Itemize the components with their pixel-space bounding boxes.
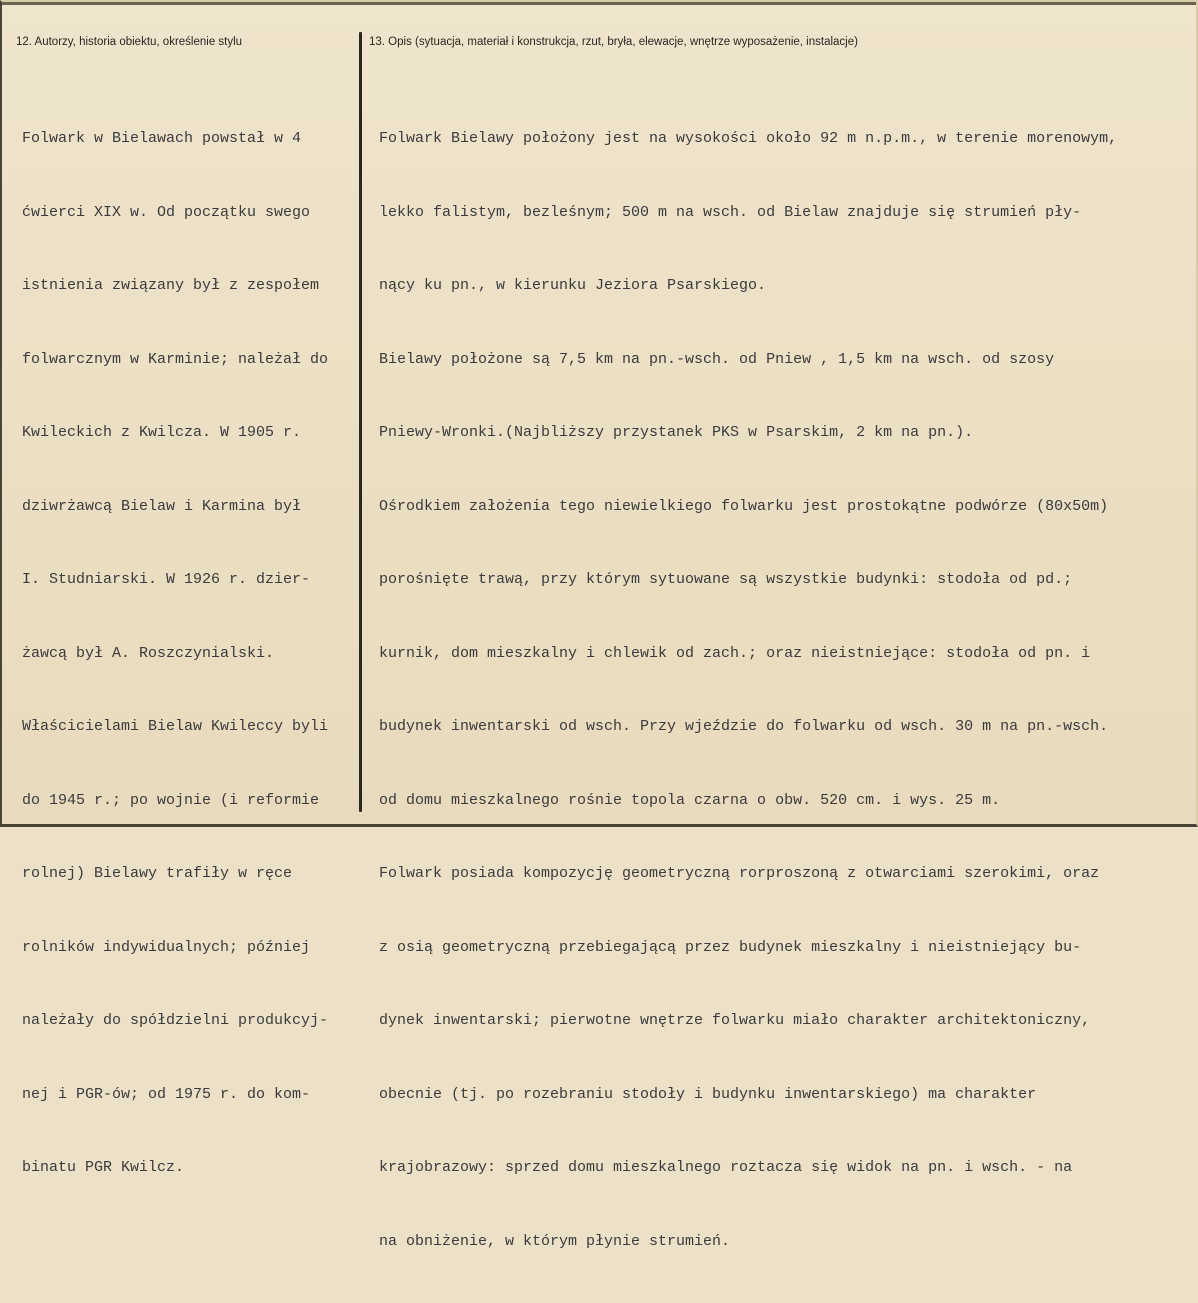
text-line: obecnie (tj. po rozebraniu stodoły i budynku inwentarskiego) ma charakter (379, 1085, 1037, 1103)
text-line: rolników indywidualnych; później (22, 938, 311, 956)
section-13-text (379, 78, 1117, 1303)
text-line: krajobrazowy: sprzed domu mieszkalnego roztacza się widok na pn. i wsch. - na (379, 1159, 1073, 1176)
text-line: od domu mieszkalnego rośnie topola czarna o obw. 520 cm. i wys. 25 m. (379, 791, 1001, 809)
text-line: dziwrżawcą Bielaw i Karmina był (22, 497, 302, 515)
section-12-text (22, 78, 328, 1230)
text-line: do 1945 r.; po wojnie (i reformie (22, 791, 320, 809)
text-line: Folwark Bielawy położony jest na wysokości około 92 m n.p.m., w terenie morenowym, (379, 130, 1118, 147)
text-line: budynek inwentarski od wsch. Przy wjeździe do folwarku od wsch. 30 m na pn.-wsch. (379, 718, 1109, 735)
text-line: nący ku pn., w kierunku Jeziora Psarskiego. (379, 277, 767, 294)
section-13-heading: 13. Opis (sytuacja, materiał i konstrukcja, rzut, bryła, elewacje, wnętrze wyposażenie, instalacje) (369, 36, 858, 48)
top-rule (2, 2, 1196, 5)
text-line: nej i PGR-ów; od 1975 r. do kom- (22, 1085, 311, 1103)
text-line: rolnej) Bielawy trafiły w ręce (22, 865, 293, 882)
text-line: folwarcznym w Karminie; należał do (22, 350, 329, 368)
section-12-heading: 12. Autorzy, historia obiektu, określenie stylu (16, 36, 243, 48)
text-line: Kwileckich z Kwilcza. W 1905 r. (22, 424, 302, 441)
text-line: ćwierci XIX w. Od początku swego (22, 203, 311, 221)
text-line: binatu PGR Kwilcz. (22, 1159, 185, 1176)
text-line: I. Studniarski. W 1926 r. dzier- (22, 571, 311, 588)
text-line: żawcą był A. Roszczynialski. (22, 644, 275, 662)
text-line: Ośrodkiem założenia tego niewielkiego folwarku jest prostokątne podwórze (80x50m) (379, 497, 1109, 515)
text-line: z osią geometryczną przebiegającą przez budynek mieszkalny i nieistniejący bu- (379, 938, 1082, 956)
text-line: Folwark posiada kompozycję geometryczną rorproszoną z otwarciami szerokimi, oraz (379, 865, 1100, 882)
text-line: Właścicielami Bielaw Kwileccy byli (22, 718, 329, 735)
column-divider (359, 32, 362, 812)
text-line: Folwark w Bielawach powstał w 4 (22, 130, 302, 147)
text-line: Bielawy położone są 7,5 km na pn.-wsch. od Pniew , 1,5 km na wsch. od szosy (379, 350, 1055, 368)
text-line: kurnik, dom mieszkalny i chlewik od zach.; oraz nieistniejące: stodoła od pn. i (379, 644, 1091, 662)
text-line: porośnięte trawą, przy którym sytuowane są wszystkie budynki: stodoła od pd.; (379, 571, 1073, 588)
text-line: istnienia związany był z zespołem (22, 277, 320, 294)
text-line: należały do spółdzielni produkcyj- (22, 1012, 329, 1029)
text-line: na obniżenie, w którym płynie strumień. (379, 1232, 731, 1250)
text-line: lekko falistym, bezleśnym; 500 m na wsch. od Bielaw znajduje się strumień pły- (379, 203, 1082, 221)
text-line: dynek inwentarski; pierwotne wnętrze folwarku miało charakter architektoniczny, (379, 1012, 1091, 1029)
text-line: Pniewy-Wronki.(Najbliższy przystanek PKS w Psarskim, 2 km na pn.). (379, 424, 974, 441)
